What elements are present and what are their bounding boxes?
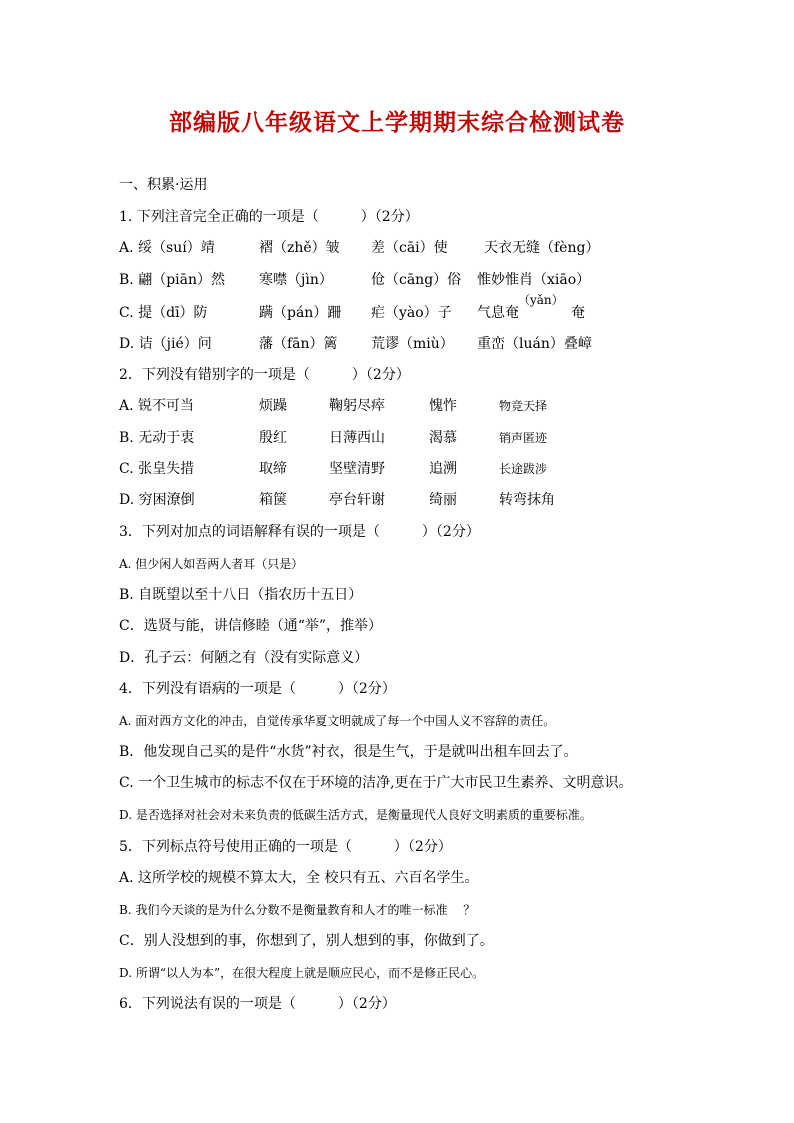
q4-stem: 4．下列没有语病的一项是（ ）（2分）	[119, 681, 396, 697]
q1-d-item-1: D. 诘（jié）问	[119, 336, 212, 352]
q5-option-c: C．别人没想到的事，你想到了，别人想到的事，你做到了。	[119, 933, 494, 949]
section-heading: 一、积累·运用	[119, 177, 208, 193]
q1-a-item-1: A. 绥（suí）靖	[119, 240, 215, 256]
q1-stem: 1. 下列注音完全正确的一项是（ ）（2分）	[119, 209, 419, 225]
q1-b-item-3: 伧（cāng）俗	[371, 272, 462, 288]
q1-b-item-4: 惟妙惟肖（xiāo）	[477, 272, 591, 288]
q4-option-d: D. 是否选择对社会对未来负责的低碳生活方式，是衡量现代人良好文明素质的重要标准。	[119, 808, 592, 822]
q1-a-item-2: 褶（zhě）皱	[259, 240, 340, 256]
q5-stem: 5．下列标点符号使用正确的一项是（ ）（2分）	[119, 839, 452, 855]
q2-a-item-3: 鞠躬尽瘁	[329, 398, 385, 414]
q2-a-item-5: 物竞天择	[499, 399, 548, 413]
q2-b-item-1: B. 无动于衷	[119, 430, 195, 446]
q2-stem: 2．下列没有错别字的一项是（ ）（2分）	[119, 367, 410, 383]
q2-c-item-3: 坚壁清野	[329, 461, 385, 477]
q1-c-ruby: （yǎn）	[518, 293, 564, 307]
q2-b-item-2: 殷红	[259, 430, 287, 446]
q3-option-d: D．孔子云：何陋之有（没有实际意义）	[119, 650, 369, 666]
q1-c-item-1: C. 提（dī）防	[119, 305, 208, 321]
q4-option-a: A. 面对西方文化的冲击，自觉传承华夏文明就成了每一个中国人义不容辞的责任。	[119, 714, 556, 728]
q2-c-item-5: 长途跋涉	[499, 462, 548, 476]
page-title: 部编版八年级语文上学期期末综合检测试卷	[169, 109, 625, 136]
q3-option-a: A. 但少闲人如吾两人者耳（只是）	[119, 557, 304, 571]
q1-d-item-4: 重峦（luán）叠嶂	[477, 336, 592, 352]
q2-d-item-4: 绮丽	[429, 492, 457, 508]
q2-a-item-4: 愧怍	[429, 398, 457, 414]
q4-option-c: C. 一个卫生城市的标志不仅在于环境的洁净,更在于广大市民卫生素养、文明意识。	[119, 775, 633, 791]
q2-d-item-1: D. 穷困潦倒	[119, 492, 195, 508]
q2-a-item-2: 烦躁	[259, 398, 287, 414]
q1-b-item-2: 寒噤（jìn）	[259, 272, 333, 288]
q1-c-item-5: 奄	[571, 305, 585, 321]
q1-d-item-2: 藩（fān）篱	[259, 336, 338, 352]
q3-stem: 3．下列对加点的词语解释有误的一项是（ ）（2分）	[119, 524, 480, 540]
q2-b-item-5: 销声匿迹	[499, 431, 548, 445]
q5-option-a: A. 这所学校的规模不算太大，全 校只有五、六百名学生。	[119, 870, 479, 886]
q6-stem: 6．下列说法有误的一项是（ ）（2分）	[119, 996, 396, 1012]
q4-option-b: B．他发现自己买的是件“水货”衬衣，很是生气，于是就叫出租车回去了。	[119, 744, 578, 760]
q5-option-d: D. 所谓“以人为本”，在很大程度上就是顺应民心，而不是修正民心。	[119, 966, 485, 980]
q2-c-item-4: 追溯	[429, 461, 457, 477]
q1-d-item-3: 荒谬（miù）	[371, 336, 454, 352]
q3-option-b: B. 自既望以至十八日（指农历十五日）	[119, 587, 363, 603]
q1-c-item-3: 疟（yào）子	[371, 305, 452, 321]
q1-b-item-1: B. 翩（piān）然	[119, 272, 225, 288]
q2-d-item-5: 转弯抹角	[499, 492, 555, 508]
q2-d-item-2: 箱箧	[259, 492, 287, 508]
q3-option-c: C．选贤与能，讲信修睦（通“举”，推举）	[119, 618, 383, 634]
q1-c-item-2: 蹒（pán）跚	[259, 305, 342, 321]
q1-c-item-4: 气息奄	[477, 305, 519, 321]
q5-option-b: B. 我们今天谈的是为什么分数不是衡量教育和人才的唯一标准 ？	[119, 903, 476, 917]
q2-b-item-3: 日薄西山	[329, 430, 385, 446]
q2-d-item-3: 亭台轩谢	[329, 492, 385, 508]
q1-a-item-4: 天衣无缝（fèng）	[484, 240, 600, 256]
q2-a-item-1: A. 锐不可当	[119, 398, 195, 414]
q2-b-item-4: 渴慕	[429, 430, 457, 446]
q2-c-item-2: 取缔	[259, 461, 287, 477]
q1-a-item-3: 差（cāi）使	[371, 240, 448, 256]
q2-c-item-1: C. 张皇失措	[119, 461, 195, 477]
